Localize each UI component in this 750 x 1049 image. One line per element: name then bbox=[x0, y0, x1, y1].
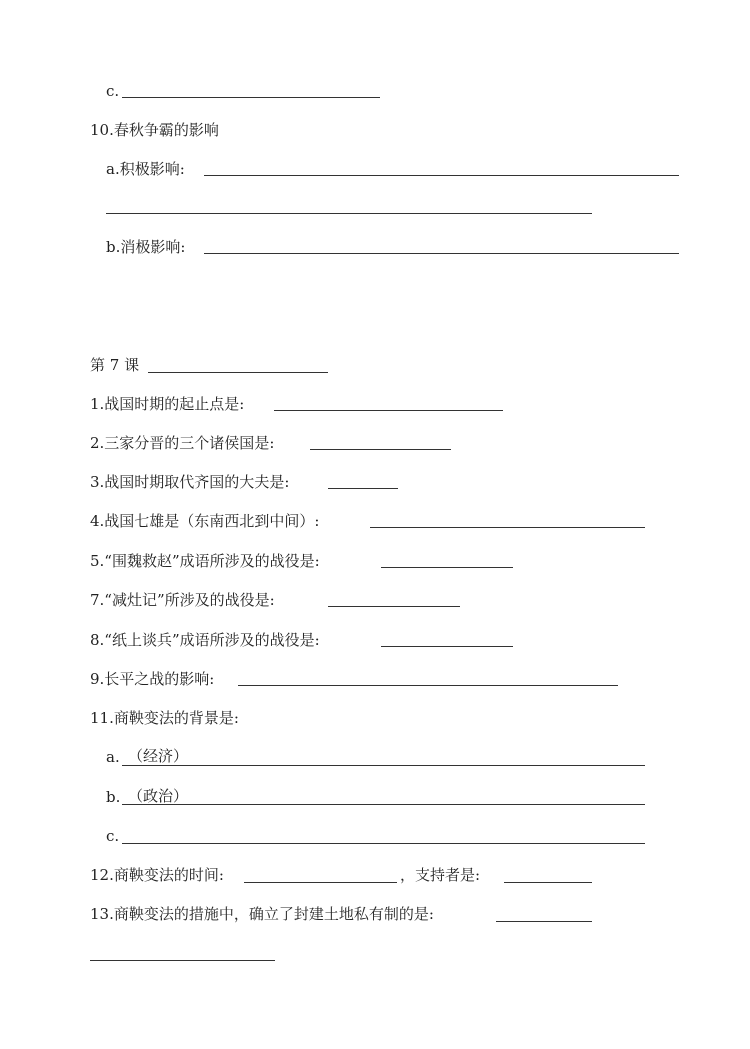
q9-blank[interactable] bbox=[238, 685, 618, 686]
q7-blank[interactable] bbox=[328, 606, 460, 607]
q13-blank-2[interactable] bbox=[90, 960, 275, 961]
q3-blank[interactable] bbox=[328, 488, 398, 489]
q12-supporter-blank[interactable] bbox=[504, 882, 592, 883]
q8-blank[interactable] bbox=[381, 646, 513, 647]
q11-b-hint: （政治） bbox=[128, 787, 189, 805]
q13-text: 13.商鞅变法的措施中，确立了封建土地私有制的是: bbox=[90, 905, 434, 923]
q11-b-prefix: b. bbox=[106, 788, 121, 806]
q10-a-blank[interactable] bbox=[204, 175, 679, 176]
item-c-blank[interactable] bbox=[122, 97, 380, 98]
q7-text: 7.“减灶记”所涉及的战役是: bbox=[90, 591, 275, 609]
q2-text: 2.三家分晋的三个诸侯国是: bbox=[90, 434, 275, 452]
q5-text: 5.“围魏救赵”成语所涉及的战役是: bbox=[90, 552, 320, 570]
lesson7-title-blank[interactable] bbox=[148, 372, 328, 373]
q1-blank[interactable] bbox=[274, 410, 503, 411]
q4-blank[interactable] bbox=[370, 527, 645, 528]
q11-c-blank[interactable] bbox=[122, 843, 645, 844]
q11-b-blank[interactable] bbox=[122, 804, 645, 805]
q10-b-label: b.消极影响: bbox=[106, 238, 186, 256]
q13-blank[interactable] bbox=[496, 921, 592, 922]
q10-title: 10.春秋争霸的影响 bbox=[90, 121, 219, 139]
q11-a-prefix: a. bbox=[106, 748, 120, 766]
q12-time-blank[interactable] bbox=[244, 882, 397, 883]
q12-text: 12.商鞅变法的时间: bbox=[90, 866, 224, 884]
lesson7-title: 第 7 课 bbox=[90, 356, 140, 374]
q2-blank[interactable] bbox=[310, 449, 451, 450]
q12-supporter-label: ，支持者是: bbox=[400, 866, 481, 884]
q5-blank[interactable] bbox=[381, 567, 513, 568]
q11-a-blank[interactable] bbox=[122, 765, 645, 766]
q10-b-blank[interactable] bbox=[204, 253, 679, 254]
item-c-label: c. bbox=[106, 82, 120, 100]
q9-text: 9.长平之战的影响: bbox=[90, 670, 215, 688]
q8-text: 8.“纸上谈兵”成语所涉及的战役是: bbox=[90, 631, 320, 649]
q10-a-blank-2[interactable] bbox=[106, 213, 592, 214]
q4-text: 4.战国七雄是（东南西北到中间）: bbox=[90, 512, 320, 530]
q11-title: 11.商鞅变法的背景是: bbox=[90, 709, 239, 727]
q11-a-hint: （经济） bbox=[128, 747, 189, 765]
q11-c-prefix: c. bbox=[106, 827, 120, 845]
q3-text: 3.战国时期取代齐国的大夫是: bbox=[90, 473, 290, 491]
q1-text: 1.战国时期的起止点是: bbox=[90, 395, 245, 413]
q10-a-label: a.积极影响: bbox=[106, 160, 185, 178]
